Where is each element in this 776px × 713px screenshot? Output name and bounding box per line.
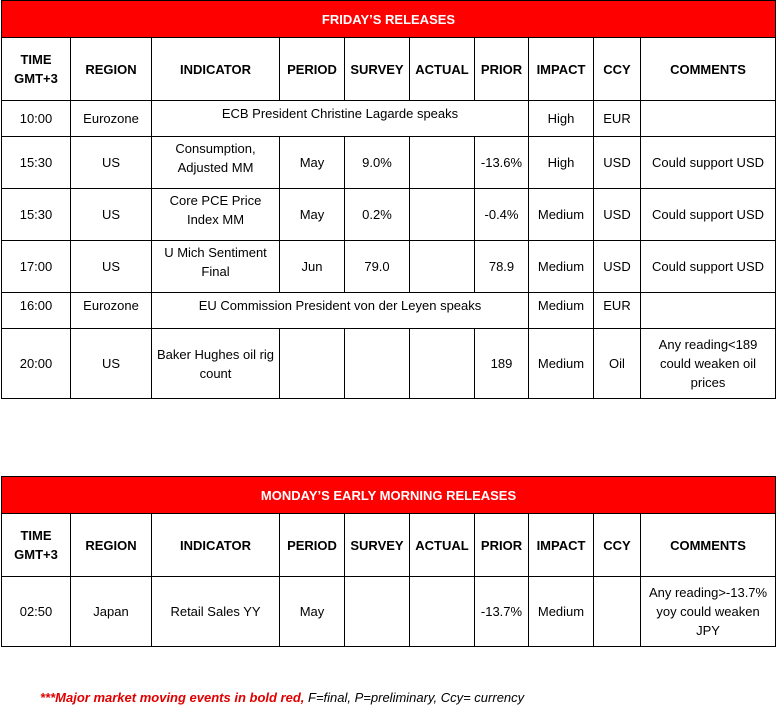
region-cell: Japan (71, 577, 152, 647)
header-prior: PRIOR (475, 38, 529, 101)
header-time: TIME GMT+3 (2, 38, 71, 101)
ccy-cell (594, 577, 641, 647)
monday-title: MONDAY’S EARLY MORNING RELEASES (2, 477, 776, 514)
region-cell: Eurozone (71, 293, 152, 329)
time-cell: 15:30 (2, 137, 71, 189)
table-row (2, 189, 776, 241)
monday-releases-table (1, 476, 776, 647)
friday-title: FRIDAY’S RELEASES (2, 1, 776, 38)
survey-cell (345, 577, 410, 647)
prior-cell: -0.4% (475, 189, 529, 241)
impact-cell: High (529, 101, 594, 137)
comments-cell (641, 293, 776, 329)
table-row (2, 329, 776, 399)
impact-cell: Medium (529, 293, 594, 329)
footnote-highlight: ***Major market moving events in bold red, (40, 690, 305, 705)
ccy-cell: USD (594, 137, 641, 189)
header-ccy: CCY (594, 38, 641, 101)
time-cell: 10:00 (2, 101, 71, 137)
time-cell: 15:30 (2, 189, 71, 241)
indicator-cell: Baker Hughes oil rig count (152, 329, 280, 399)
time-cell: 16:00 (2, 293, 71, 329)
actual-cell (410, 241, 475, 293)
region-cell: US (71, 329, 152, 399)
header-period: PERIOD (280, 514, 345, 577)
period-cell: May (280, 189, 345, 241)
region-cell: US (71, 189, 152, 241)
comments-cell: Any reading<189 could weaken oil prices (641, 329, 776, 399)
prior-cell: -13.7% (475, 577, 529, 647)
time-cell: 17:00 (2, 241, 71, 293)
header-prior: PRIOR (475, 514, 529, 577)
header-region: REGION (71, 514, 152, 577)
actual-cell (410, 189, 475, 241)
indicator-cell: Retail Sales YY (152, 577, 280, 647)
footnote-legend: F=final, P=preliminary, Ccy= currency (304, 690, 525, 705)
header-indicator: INDICATOR (152, 514, 280, 577)
table-row (2, 137, 776, 189)
indicator-cell: U Mich Sentiment Final (152, 241, 280, 293)
table-row (2, 101, 776, 137)
survey-cell (345, 329, 410, 399)
actual-cell (410, 577, 475, 647)
table-row (2, 241, 776, 293)
header-region: REGION (71, 38, 152, 101)
header-impact: IMPACT (529, 514, 594, 577)
comments-cell (641, 101, 776, 137)
region-cell: US (71, 241, 152, 293)
indicator-cell: Consumption, Adjusted MM (152, 137, 280, 189)
impact-cell: Medium (529, 577, 594, 647)
ccy-cell: USD (594, 189, 641, 241)
ccy-cell: EUR (594, 293, 641, 329)
footnote (40, 690, 524, 705)
impact-cell: Medium (529, 241, 594, 293)
header-impact: IMPACT (529, 38, 594, 101)
header-actual: ACTUAL (410, 514, 475, 577)
period-cell: Jun (280, 241, 345, 293)
survey-cell: 79.0 (345, 241, 410, 293)
comments-cell: Could support USD (641, 137, 776, 189)
comments-cell: Could support USD (641, 189, 776, 241)
ccy-cell: EUR (594, 101, 641, 137)
event-cell: ECB President Christine Lagarde speaks (152, 101, 529, 137)
actual-cell (410, 137, 475, 189)
prior-cell: -13.6% (475, 137, 529, 189)
ccy-cell: Oil (594, 329, 641, 399)
impact-cell: High (529, 137, 594, 189)
actual-cell (410, 329, 475, 399)
impact-cell: Medium (529, 189, 594, 241)
prior-cell: 189 (475, 329, 529, 399)
impact-cell: Medium (529, 329, 594, 399)
prior-cell: 78.9 (475, 241, 529, 293)
header-survey: SURVEY (345, 514, 410, 577)
comments-cell: Any reading>-13.7% yoy could weaken JPY (641, 577, 776, 647)
period-cell: May (280, 577, 345, 647)
table-row (2, 577, 776, 647)
comments-cell: Could support USD (641, 241, 776, 293)
header-comments: COMMENTS (641, 514, 776, 577)
survey-cell: 9.0% (345, 137, 410, 189)
table-row (2, 293, 776, 329)
event-cell: EU Commission President von der Leyen speaks (152, 293, 529, 329)
header-survey: SURVEY (345, 38, 410, 101)
region-cell: Eurozone (71, 101, 152, 137)
header-row (2, 514, 776, 577)
period-cell (280, 329, 345, 399)
region-cell: US (71, 137, 152, 189)
header-period: PERIOD (280, 38, 345, 101)
header-indicator: INDICATOR (152, 38, 280, 101)
header-comments: COMMENTS (641, 38, 776, 101)
friday-releases-table (1, 0, 776, 399)
indicator-cell: Core PCE Price Index MM (152, 189, 280, 241)
header-row (2, 38, 776, 101)
time-cell: 20:00 (2, 329, 71, 399)
period-cell: May (280, 137, 345, 189)
time-cell: 02:50 (2, 577, 71, 647)
ccy-cell: USD (594, 241, 641, 293)
header-actual: ACTUAL (410, 38, 475, 101)
header-ccy: CCY (594, 514, 641, 577)
survey-cell: 0.2% (345, 189, 410, 241)
header-time: TIME GMT+3 (2, 514, 71, 577)
